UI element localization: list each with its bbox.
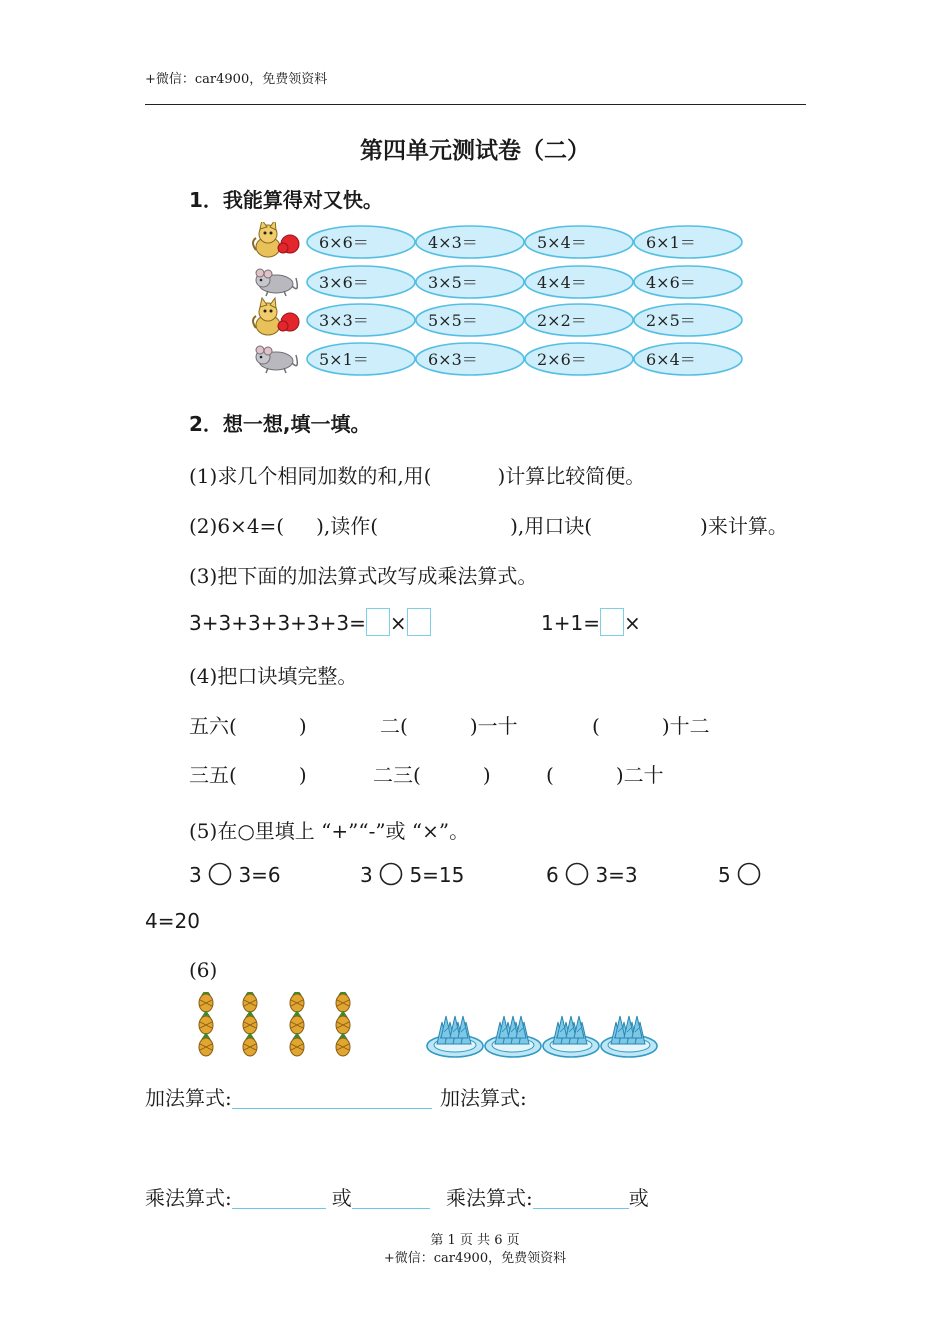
circle-blank-icon[interactable] bbox=[565, 862, 589, 886]
multiplication-pill[interactable] bbox=[525, 304, 633, 336]
operator-equation bbox=[546, 862, 638, 887]
pill-expression: 2×2＝ bbox=[537, 311, 587, 330]
q2-part5-label: (5)在○里填上 “+”“-”或 “×”。 bbox=[189, 819, 470, 843]
q2-part2 bbox=[189, 510, 788, 539]
pineapple bbox=[290, 992, 304, 1012]
mouse-icon bbox=[256, 269, 297, 296]
mul-formula-label: 乘法算式: bbox=[446, 1186, 533, 1210]
mul-formula-label: 乘法算式: bbox=[145, 1186, 232, 1210]
pill-expression: 6×1＝ bbox=[646, 233, 696, 252]
pill-expression: 6×4＝ bbox=[646, 350, 696, 369]
pineapple bbox=[290, 1011, 304, 1034]
q2-part2-text-c: ),用口诀( bbox=[510, 514, 593, 538]
q2-part1-text-b: )计算比较简便。 bbox=[497, 464, 646, 488]
rhyme-pre: ( bbox=[592, 714, 600, 738]
pill-expression: 4×3＝ bbox=[428, 233, 478, 252]
add-formula-label: 加法算式: bbox=[145, 1086, 232, 1110]
multiplication-pill[interactable] bbox=[416, 343, 524, 375]
multiplication-pill[interactable] bbox=[525, 226, 633, 258]
pineapple bbox=[199, 1011, 213, 1034]
pineapples-icon bbox=[190, 992, 360, 1062]
eq-left: 3 bbox=[360, 863, 373, 887]
pill-expression: 3×5＝ bbox=[428, 273, 478, 292]
operator-equation bbox=[189, 862, 281, 887]
multiplication-pill[interactable] bbox=[307, 343, 415, 375]
eq-left: 6 bbox=[546, 863, 559, 887]
q1-heading: 1．我能算得对又快。 bbox=[189, 188, 383, 212]
mul-formula-answer-line[interactable] bbox=[352, 1186, 430, 1209]
add-formula-label: 加法算式: bbox=[440, 1086, 527, 1110]
rhyme-post: ) bbox=[482, 763, 491, 787]
pill-expression: 2×6＝ bbox=[537, 350, 587, 369]
rhyme-item bbox=[592, 710, 710, 739]
q2-part3-eq1 bbox=[189, 608, 431, 636]
multiplication-pill[interactable] bbox=[307, 266, 415, 298]
answer-box[interactable] bbox=[600, 608, 624, 636]
q2-part2-text-a: (2)6×4=( bbox=[189, 514, 285, 538]
q2-part2-text-b: ),读作( bbox=[316, 514, 379, 538]
multiplication-pill[interactable] bbox=[416, 266, 524, 298]
pill-expression: 3×6＝ bbox=[319, 273, 369, 292]
pineapple bbox=[199, 992, 213, 1012]
or-text: 或 bbox=[628, 1186, 649, 1210]
pill-expression: 4×6＝ bbox=[646, 273, 696, 292]
answer-box[interactable] bbox=[407, 608, 431, 636]
pineapple bbox=[336, 1011, 350, 1034]
rhyme-pre: 五六( bbox=[189, 714, 237, 738]
rice-dumpling-plates-icon bbox=[426, 1008, 662, 1060]
circle-blank-icon[interactable] bbox=[208, 862, 232, 886]
circle-blank-icon[interactable] bbox=[737, 862, 761, 886]
operator-equation bbox=[718, 862, 761, 887]
pineapple bbox=[243, 1033, 257, 1056]
multiplication-pill[interactable] bbox=[307, 304, 415, 336]
page-number: 第 1 页 共 6 页 bbox=[430, 1233, 520, 1248]
q2-part3-eq2-left: 1+1= bbox=[541, 611, 600, 635]
mul-formula-row-left bbox=[145, 1182, 430, 1211]
header-watermark: +微信：car4900，免费领资料 bbox=[145, 72, 328, 87]
multiplication-pill[interactable] bbox=[416, 304, 524, 336]
rhyme-pre: ( bbox=[546, 763, 554, 787]
rhyme-pre: 二三( bbox=[373, 763, 421, 787]
pineapple bbox=[336, 992, 350, 1012]
dumpling-plate bbox=[543, 1016, 599, 1057]
cat-icon bbox=[253, 222, 299, 257]
or-text: 或 bbox=[331, 1186, 352, 1210]
pill-expression: 3×3＝ bbox=[319, 311, 369, 330]
operator-equation bbox=[360, 862, 464, 887]
q2-part4-label: (4)把口诀填完整。 bbox=[189, 664, 358, 688]
q2-part6-label: (6) bbox=[189, 958, 218, 982]
add-formula-row-left bbox=[145, 1082, 432, 1111]
pineapple bbox=[243, 1011, 257, 1034]
rhyme-item bbox=[189, 759, 307, 788]
rhyme-pre: 二( bbox=[380, 714, 408, 738]
rhyme-item bbox=[373, 759, 491, 788]
answer-box[interactable] bbox=[366, 608, 390, 636]
eq-right: 3=3 bbox=[595, 863, 638, 887]
multiplication-pill[interactable] bbox=[634, 266, 742, 298]
pill-expression: 5×1＝ bbox=[319, 350, 369, 369]
q2-heading: 2．想一想,填一填。 bbox=[189, 412, 371, 436]
pill-expression: 6×3＝ bbox=[428, 350, 478, 369]
times-sign: × bbox=[389, 611, 407, 635]
eq-right: 5=15 bbox=[409, 863, 465, 887]
dumpling-plate bbox=[427, 1016, 483, 1057]
add-formula-answer-line[interactable] bbox=[232, 1086, 432, 1109]
mouse-icon bbox=[256, 346, 297, 373]
q2-part1-text-a: (1)求几个相同加数的和,用( bbox=[189, 464, 432, 488]
eq-left: 3 bbox=[189, 863, 202, 887]
mul-formula-answer-line[interactable] bbox=[533, 1186, 629, 1209]
header-rule bbox=[145, 104, 806, 105]
q1-multiplication-grid bbox=[248, 222, 748, 382]
rhyme-pre: 三五( bbox=[189, 763, 237, 787]
multiplication-pill[interactable] bbox=[307, 226, 415, 258]
rhyme-post: )十二 bbox=[661, 714, 710, 738]
dumpling-plate bbox=[601, 1016, 657, 1057]
q2-part3-label: (3)把下面的加法算式改写成乘法算式。 bbox=[189, 564, 538, 588]
eq-left: 5 bbox=[718, 863, 731, 887]
q2-part1 bbox=[189, 460, 645, 489]
multiplication-pill[interactable] bbox=[525, 343, 633, 375]
multiplication-pill[interactable] bbox=[634, 304, 742, 336]
mul-formula-row-right bbox=[446, 1182, 649, 1211]
mul-formula-answer-line[interactable] bbox=[232, 1186, 326, 1209]
pineapple bbox=[199, 1033, 213, 1056]
page-title: 第四单元测试卷（二） bbox=[360, 137, 590, 164]
circle-blank-icon[interactable] bbox=[379, 862, 403, 886]
times-sign: × bbox=[623, 611, 641, 635]
pill-expression: 4×4＝ bbox=[537, 273, 587, 292]
multiplication-pill[interactable] bbox=[634, 343, 742, 375]
dumpling-plate bbox=[485, 1016, 541, 1057]
pill-expression: 5×5＝ bbox=[428, 311, 478, 330]
footer-watermark: +微信：car4900，免费领资料 bbox=[383, 1251, 567, 1266]
q2-part3-eq1-left: 3+3+3+3+3+3= bbox=[189, 611, 366, 635]
rhyme-post: ) bbox=[298, 714, 307, 738]
cat-icon bbox=[253, 298, 299, 335]
multiplication-pill[interactable] bbox=[416, 226, 524, 258]
rhyme-post: )二十 bbox=[615, 763, 664, 787]
rhyme-item bbox=[380, 710, 518, 739]
pineapple bbox=[336, 1033, 350, 1056]
pill-expression: 5×4＝ bbox=[537, 233, 587, 252]
pineapple bbox=[290, 1033, 304, 1056]
rhyme-item bbox=[189, 710, 307, 739]
rhyme-post: )一十 bbox=[469, 714, 518, 738]
eq-right: 3=6 bbox=[238, 863, 281, 887]
pill-expression: 2×5＝ bbox=[646, 311, 696, 330]
rhyme-post: ) bbox=[298, 763, 307, 787]
q2-part3-eq2 bbox=[541, 608, 641, 636]
multiplication-pill[interactable] bbox=[634, 226, 742, 258]
operator-equation-wrap: 4=20 bbox=[145, 909, 200, 933]
pill-expression: 6×6＝ bbox=[319, 233, 369, 252]
rhyme-item bbox=[546, 759, 664, 788]
q2-part2-text-d: )来计算。 bbox=[700, 514, 788, 538]
multiplication-pill[interactable] bbox=[525, 266, 633, 298]
pineapple bbox=[243, 992, 257, 1012]
